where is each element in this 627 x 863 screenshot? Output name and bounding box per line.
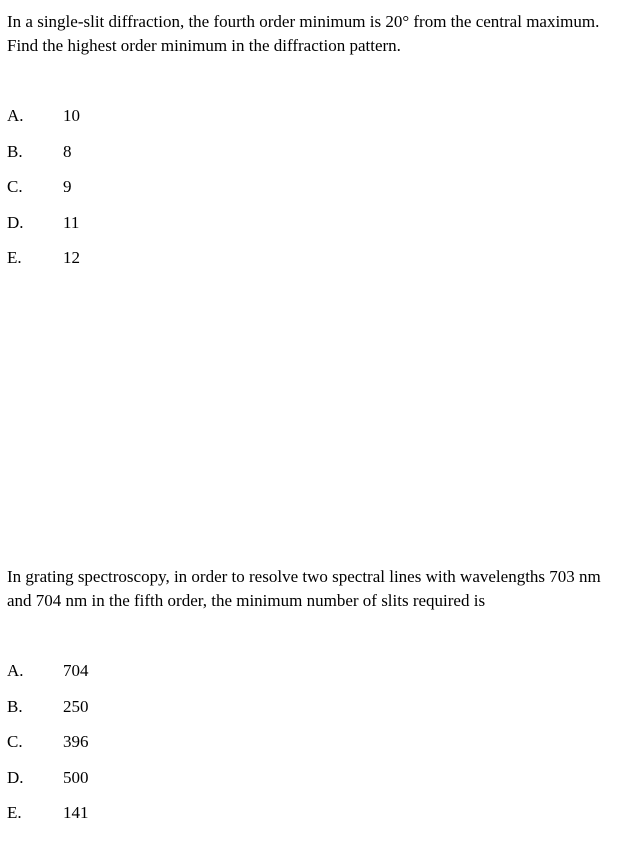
option-letter: A. — [7, 661, 24, 680]
question-1-text: In a single-slit diffraction, the fourth order minimum is 20° from the central maximum. Find the highest order minimum in the diffraction pattern. — [7, 12, 600, 55]
option-letter: D. — [7, 212, 24, 232]
option-letter: D. — [7, 767, 24, 787]
option-letter: C. — [7, 177, 23, 196]
question-2 — [7, 565, 619, 822]
option-value: 9 — [63, 177, 72, 196]
option-letter: B. — [7, 696, 23, 716]
option-letter: A. — [7, 106, 24, 125]
option-letter: E. — [7, 803, 22, 822]
option-letter: C. — [7, 732, 23, 751]
option-value: 500 — [63, 767, 89, 787]
option-letter: B. — [7, 141, 23, 161]
option-letter: E. — [7, 248, 22, 267]
option-value: 10 — [63, 106, 80, 125]
question-1 — [7, 10, 619, 267]
option-value: 250 — [63, 696, 89, 716]
option-value: 11 — [63, 212, 80, 232]
option-value: 704 — [63, 661, 89, 680]
option-value: 141 — [63, 803, 89, 822]
option-value: 8 — [63, 141, 72, 161]
option-value: 396 — [63, 732, 89, 751]
question-2-text: In grating spectroscopy, in order to resolve two spectral lines with wavelengths 703 nm and 704 nm in the fifth order, the minimum number of slits required is — [7, 567, 601, 610]
option-value: 12 — [63, 248, 80, 267]
